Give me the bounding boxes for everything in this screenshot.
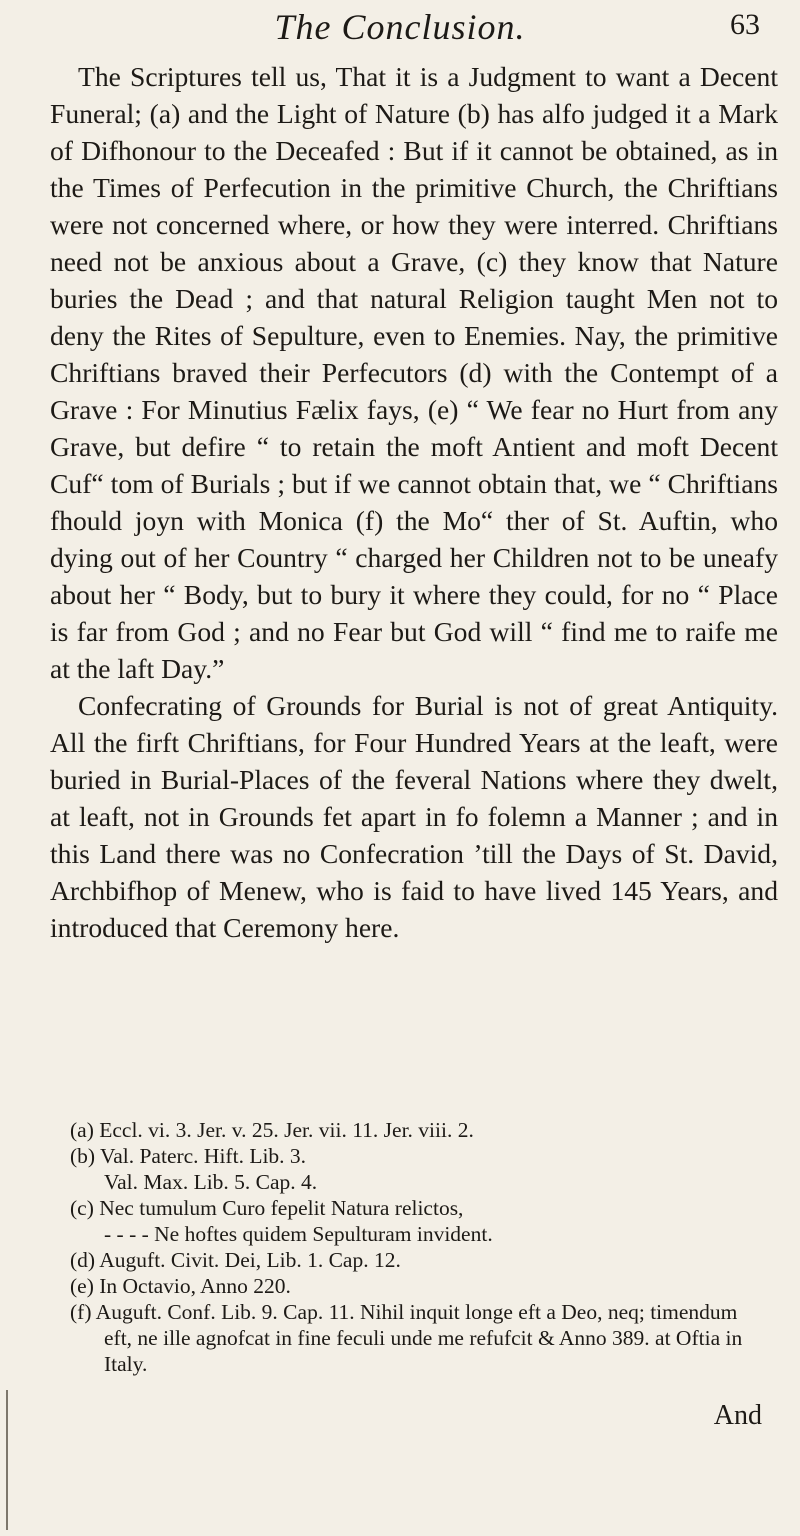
- paragraph-1: The Scriptures tell us, That it is a Judgment to want a Decent Funeral; (a) and the Light of Nature (b) has alfo judged it a Mark of Difhonour to the Deceafed : But if it cannot be obtained, as in the Times of Perfecution in the primitive Church, the Chriftians were not concerned where, or how they were interred. Chriftians need not be anxious about a Grave, (c) they know that Nature buries the Dead ; and that natural Religion taught Men not to deny the Rites of Sepulture, even to Enemies. Nay, the primitive Chriftians braved their Perfecutors (d) with the Contempt of a Grave : For Minutius Fælix fays, (e) “ We fear no Hurt from any Grave, but defire “ to retain the moft Antient and moft Decent Cuf“ tom of Burials ; but if we cannot obtain that, we “ Chriftians fhould joyn with Monica (f) the Mo“ ther of St. Auftin, who dying out of her Country “ charged her Children not to be uneafy about her “ Body, but to bury it where they could, for no “ Place is far from God ; and no Fear but God will “ find me to raife me at the laft Day.”: [50, 61, 778, 684]
- running-title: The Conclusion.: [274, 7, 526, 47]
- body-text: [50, 58, 778, 946]
- footnote-e: (e) In Octavio, Anno 220.: [70, 1274, 291, 1298]
- footnote-c-cont: - - - - Ne hoftes quidem Sepulturam invident.: [104, 1222, 493, 1246]
- footnotes: [70, 1117, 770, 1377]
- page-edge-line: [6, 1390, 8, 1530]
- paragraph-2: Confecrating of Grounds for Burial is not of great Antiquity. All the firft Chriftians, for Four Hundred Years at the leaft, were buried in Burial-Places of the feveral Nations where they dwelt, at leaft, not in Grounds fet apart in fo folemn a Manner ; and in this Land there was no Confecration ’till the Days of St. David, Archbifhop of Menew, who is faid to have lived 145 Years, and introduced that Ceremony here.: [50, 690, 778, 943]
- page-header: [0, 6, 800, 50]
- footnote-a: (a) Eccl. vi. 3. Jer. v. 25. Jer. vii. 11. Jer. viii. 2.: [70, 1118, 474, 1142]
- catchword: And: [713, 1400, 762, 1431]
- footnote-c: (c) Nec tumulum Curo fepelit Natura relictos,: [70, 1196, 464, 1220]
- footnote-b: (b) Val. Paterc. Hift. Lib. 3.: [70, 1144, 307, 1168]
- page-number: 63: [730, 8, 760, 41]
- footnote-b-cont: Val. Max. Lib. 5. Cap. 4.: [104, 1170, 318, 1194]
- footnote-f: (f) Auguft. Conf. Lib. 9. Cap. 11. Nihil inquit longe eft a Deo, neq; timendum eft, ne ille agnofcat in fine feculi unde me refufcit & Anno 389. at Oftia in Italy.: [70, 1300, 743, 1376]
- footnote-d: (d) Auguft. Civit. Dei, Lib. 1. Cap. 12.: [70, 1248, 401, 1272]
